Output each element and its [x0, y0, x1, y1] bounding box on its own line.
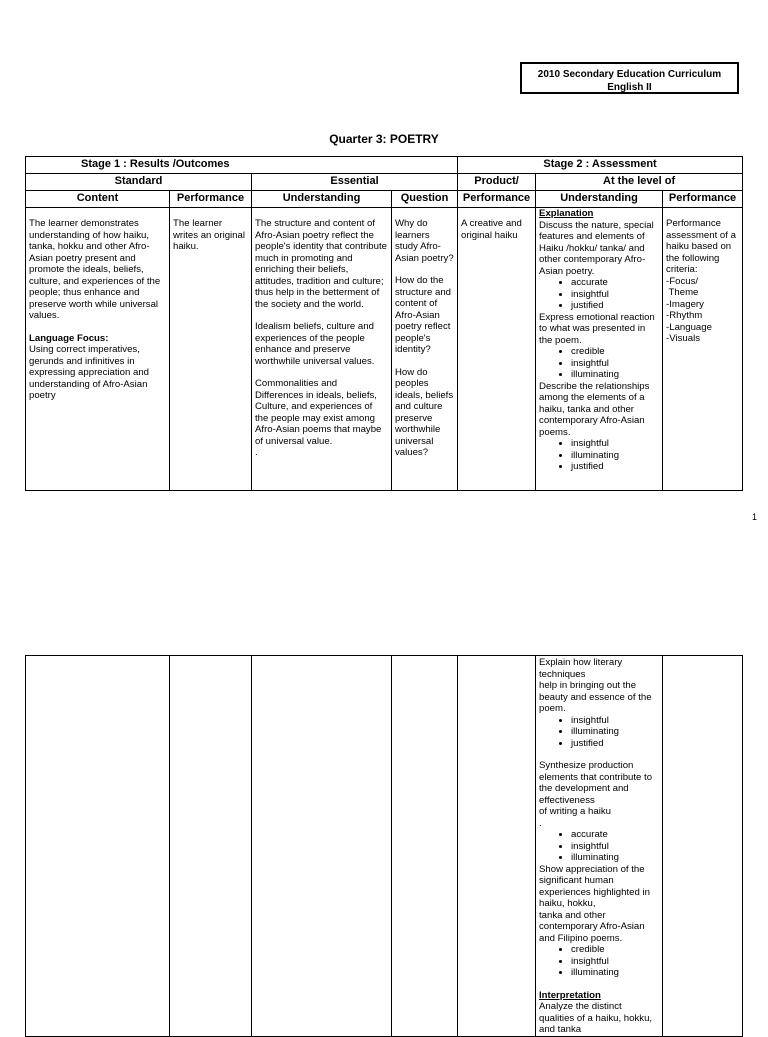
list-item: • credible [571, 346, 659, 358]
empty-cell [392, 656, 458, 1037]
curriculum-title: 2010 Secondary Education Curriculum [537, 69, 722, 80]
essential-header: Essential [252, 174, 458, 191]
at-level-header: At the level of [536, 174, 743, 191]
product-cell [458, 208, 536, 491]
stage2-header: Stage 2 : Assessment [458, 157, 743, 174]
explanation-label: Explanation [539, 208, 594, 219]
standard-header: Standard [26, 174, 252, 191]
understanding-2: Idealism beliefs, culture and experiences of the people enhance and preserve worthwhile universal values. [255, 321, 375, 367]
content-cell [26, 208, 170, 491]
criteria-item: -Imagery [666, 298, 704, 310]
language-focus-label: Language Focus: [29, 332, 109, 344]
list-item: • credible [571, 944, 659, 956]
content-header: Content [26, 191, 170, 208]
page-number: 1 [752, 512, 758, 522]
understanding-3: Commonalities and Differences in ideals, beliefs, Culture, and experiences of the people may exist among Afro-Asian poems that maybe of universal value. [255, 378, 382, 447]
empty-cell [663, 656, 743, 1037]
level-list-2 [539, 346, 659, 381]
performance-cell [170, 208, 252, 491]
criteria-item: -Rhythm [666, 310, 703, 321]
level-performance-cell [663, 208, 743, 491]
curriculum-title-box [520, 62, 739, 94]
level-list-3 [539, 438, 659, 473]
level-text-3: Describe the relationships among the elements of a haiku, tanka and other contemporary Afro-Asian poems. [539, 380, 650, 438]
level-understanding-cell [536, 208, 663, 491]
level-text: of writing a haiku [539, 806, 611, 817]
understanding-1: The structure and content of Afro-Asian poetry reflect the people's identity that contribute much in promoting and enriching their beliefs, attitudes, tradition and culture; thus help in the betterment of the society and the world. [255, 218, 387, 310]
curriculum-table-1 [25, 156, 743, 491]
list-item: • illuminating [571, 967, 659, 979]
subject-title: English II [607, 82, 652, 93]
list-item: • justified [571, 300, 659, 312]
quarter-title: Quarter 3: POETRY [329, 132, 439, 146]
performance-header: Performance [170, 191, 252, 208]
list-item: • insightful [571, 358, 659, 370]
understanding-header: Understanding [252, 191, 392, 208]
question-cell [392, 208, 458, 491]
list-item: • justified [571, 738, 659, 750]
level-text: tanka and other contemporary Afro-Asian and Filipino poems. [539, 909, 645, 944]
language-focus-text: Using correct imperatives, gerunds and infinitives in expressing appreciation and understanding of Afro-Asian poetry [29, 344, 150, 401]
level-text-1: Discuss the nature, special features and elements of Haiku /hokku/ tanka/ and other contemporary Afro-Asian poetry. [539, 219, 654, 277]
level-understanding-cell-continued [536, 656, 663, 1037]
level-text: Synthesize production elements that contribute to the development and effectiveness [539, 760, 653, 806]
level-text: Explain how literary techniques [539, 657, 623, 680]
level-text-2: Express emotional reaction to what was presented in the poem. [539, 311, 655, 346]
list-item: • accurate [571, 277, 659, 289]
product-text: A creative and original haiku [461, 218, 522, 241]
level-list [539, 715, 659, 750]
level-text: Analyze the distinct qualities of a haiku, hokku, and tanka [539, 1001, 653, 1035]
list-item: • insightful [571, 438, 659, 450]
level-text: Show appreciation of the significant human experiences highlighted in haiku, hokku, [539, 863, 650, 909]
level-list-1 [539, 277, 659, 312]
interpretation-label: Interpretation [539, 989, 601, 1001]
level-understanding-header: Understanding [536, 191, 663, 208]
content-text: The learner demonstrates understanding of how haiku, tanka, hokku and other Afro-Asian poetry present and promote the ideals, beliefs, culture, and experiences of the people; thus enhance and preserve worth while universal values. [29, 218, 161, 321]
level-list [539, 944, 659, 979]
list-item: • insightful [571, 289, 659, 301]
criteria-item: -Focus/ [666, 275, 699, 287]
level-performance-header: Performance [663, 191, 743, 208]
understanding-4: . [255, 447, 258, 458]
criteria-item: -Language [666, 321, 712, 333]
list-item: • insightful [571, 956, 659, 968]
empty-cell [458, 656, 536, 1037]
level-text: help in bringing out the beauty and essence of the poem. [539, 680, 652, 714]
level-text: . [539, 817, 542, 829]
performance-text: The learner writes an original haiku. [173, 218, 245, 252]
product-header: Product/ [458, 174, 536, 191]
empty-cell [26, 656, 170, 1037]
question-header: Question [392, 191, 458, 208]
list-item: • accurate [571, 829, 659, 841]
product-performance-header: Performance [458, 191, 536, 208]
criteria-item: -Visuals [666, 333, 700, 344]
question-2: How do the structure and content of Afro-Asian poetry reflect people's identity? [395, 275, 451, 355]
empty-cell [252, 656, 392, 1037]
understanding-cell [252, 208, 392, 491]
stage1-header: Stage 1 : Results /Outcomes [26, 157, 458, 174]
question-1: Why do learners study Afro-Asian poetry? [395, 218, 454, 264]
list-item: • illuminating [571, 450, 659, 462]
list-item: • illuminating [571, 369, 659, 381]
list-item: • insightful [571, 715, 659, 727]
performance-assessment-text: Performance assessment of a haiku based on the following criteria: [666, 218, 736, 275]
list-item: • illuminating [571, 726, 659, 738]
list-item: • insightful [571, 841, 659, 853]
curriculum-table-2 [25, 655, 743, 1037]
list-item: • justified [571, 461, 659, 473]
criteria-item: Theme [666, 287, 699, 298]
question-3: How do peoples ideals, beliefs and culture preserve worthwhile universal values? [395, 366, 454, 458]
empty-cell [170, 656, 252, 1037]
list-item: • illuminating [571, 852, 659, 864]
level-list [539, 829, 659, 864]
